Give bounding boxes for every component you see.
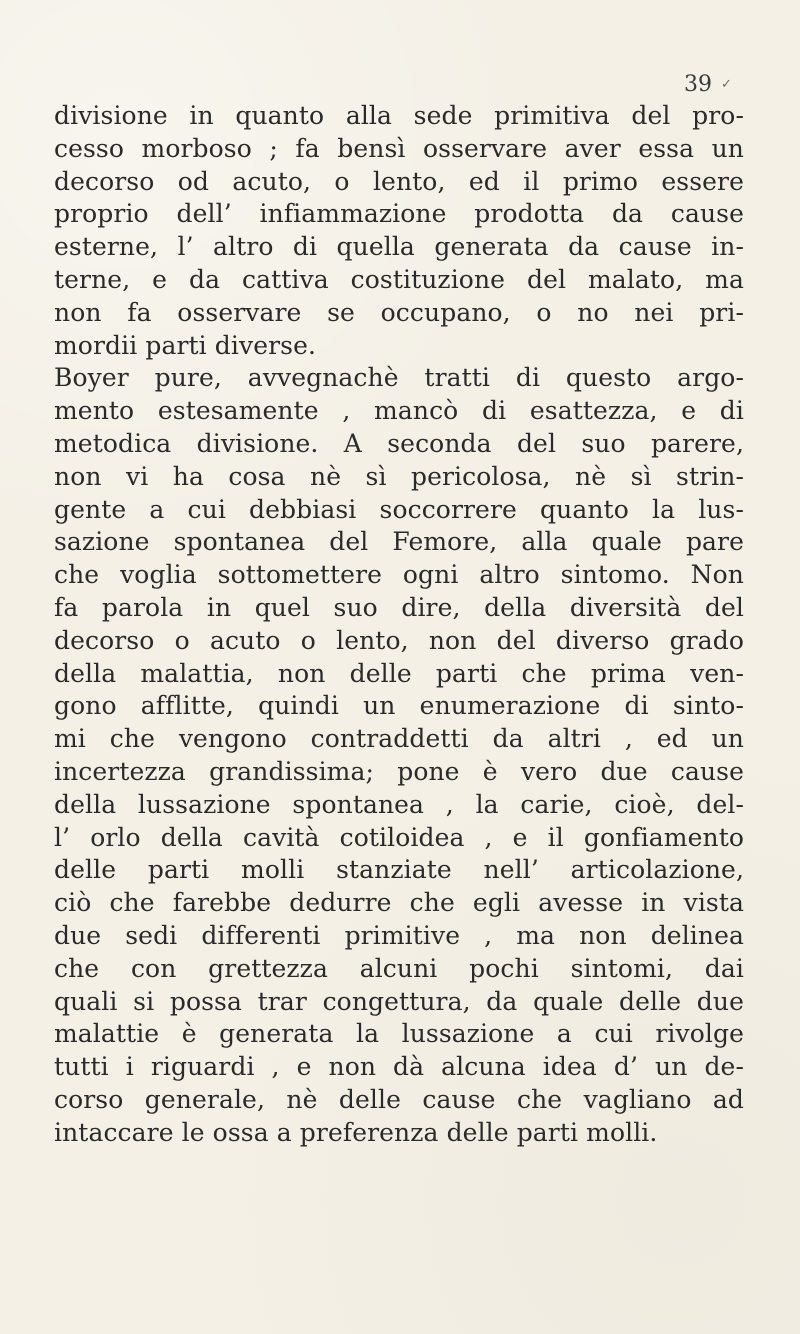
text-line: che voglia sottomettere ogni altro sintomo. Non: [54, 560, 744, 590]
text-line: tutti i riguardi , e non dà alcuna idea d’ un de-: [54, 1052, 744, 1082]
text-line: che con grettezza alcuni pochi sintomi, dai: [54, 953, 744, 983]
text-line: non vi ha cosa nè sì pericolosa, nè sì strin-: [54, 461, 744, 491]
text-line: mordii parti diverse.: [54, 330, 317, 360]
text-line: mento estesamente , mancò di esattezza, e di: [54, 396, 744, 426]
text-line: due sedi differenti primitive , ma non delinea: [54, 920, 744, 950]
text-line: intaccare le ossa a preferenza delle parti molli.: [54, 1117, 658, 1147]
text-line: ciò che farebbe dedurre che egli avesse in vista: [54, 888, 744, 918]
text-line: l’ orlo della cavità cotiloidea , e il gonfiamento: [54, 822, 744, 852]
text-line: metodica divisione. A seconda del suo parere,: [54, 428, 744, 458]
text-line: Boyer pure, avvegnachè tratti di questo argo-: [54, 363, 744, 393]
text-line: corso generale, nè delle cause che vagliano ad: [54, 1084, 744, 1114]
text-line: quali si possa trar congettura, da quale delle due: [54, 986, 744, 1016]
text-line: cesso morboso ; fa bensì osservare aver essa un: [54, 133, 744, 163]
text-line: proprio dell’ infiammazione prodotta da cause: [54, 199, 744, 229]
text-line: gente a cui debbiasi soccorrere quanto la lus-: [54, 494, 744, 524]
text-line: sazione spontanea del Femore, alla quale pare: [54, 527, 744, 557]
text-line: fa parola in quel suo dire, della diversità del: [54, 592, 744, 622]
text-line: terne, e da cattiva costituzione del malato, ma: [54, 264, 744, 294]
text-line: decorso od acuto, o lento, ed il primo essere: [54, 166, 744, 196]
text-line: divisione in quanto alla sede primitiva del pro-: [54, 101, 744, 130]
page-text: [54, 100, 744, 1150]
annotation-mark: ✓: [721, 77, 732, 92]
text-line: gono afflitte, quindi un enumerazione di sinto-: [54, 691, 744, 721]
page-number: 39: [684, 72, 712, 97]
text-line: non fa osservare se occupano, o no nei pri-: [54, 297, 744, 327]
text-line: mi che vengono contraddetti da altri , ed un: [54, 724, 744, 754]
text-line: malattie è generata la lussazione a cui rivolge: [54, 1019, 744, 1049]
text-line: della malattia, non delle parti che prima ven-: [54, 658, 744, 688]
text-line: esterne, l’ altro di quella generata da cause in-: [54, 232, 744, 262]
text-line: delle parti molli stanziate nell’ articolazione,: [54, 855, 744, 885]
text-line: incertezza grandissima; pone è vero due cause: [54, 756, 744, 786]
text-line: decorso o acuto o lento, non del diverso grado: [54, 625, 744, 655]
text-line: della lussazione spontanea , la carie, cioè, del-: [54, 789, 744, 819]
